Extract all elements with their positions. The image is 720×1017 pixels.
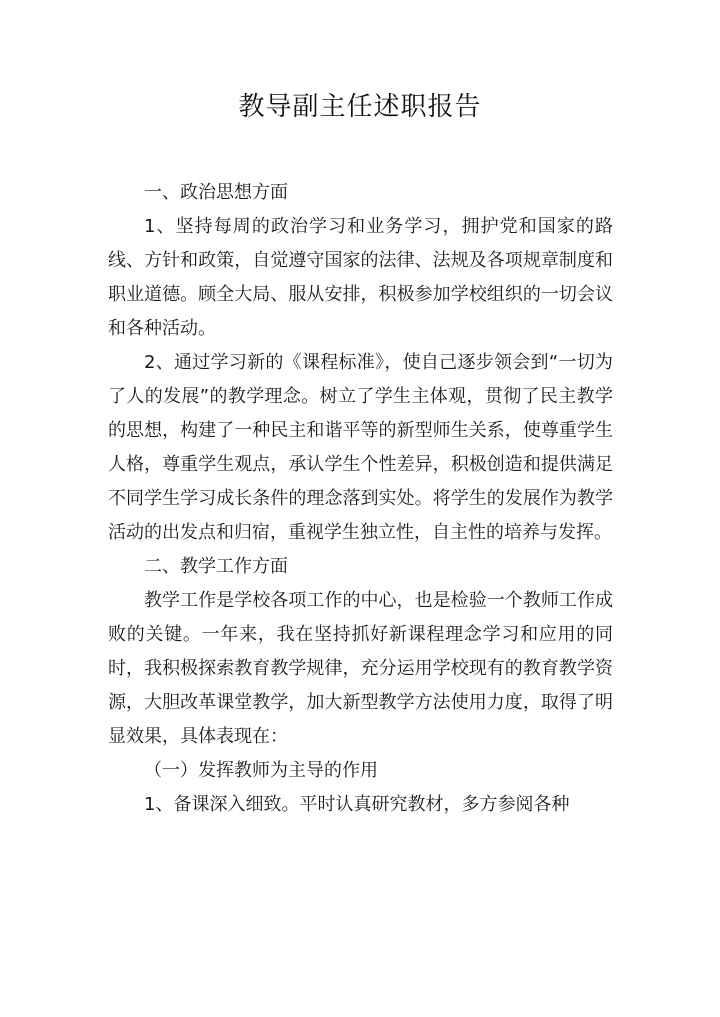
section-heading-political: 一、政治思想方面	[144, 182, 288, 203]
paragraph-political-2: 2、通过学习新的《课程标准》，使自己逐步领会到“一切为了人的发展”的教学理念。树立了学生主体观，贯彻了民主教学的思想，构建了一种民主和谐平等的新型师生关系，使尊重学生人格，尊重学生观点，承认学生个性差异，积极创造和提供满足不同学生学习成长条件的理念落到实处。将学生的发展作为教学活动的出发点和归宿，重视学生独立性，自主性的培养与发挥。	[108, 352, 613, 543]
subsection-heading-teacher-role: （一）发挥教师为主导的作用	[144, 760, 378, 781]
section-heading-teaching: 二、教学工作方面	[144, 556, 288, 577]
document-title: 教导副主任述职报告	[238, 92, 482, 122]
paragraph-political-1: 1、坚持每周的政治学习和业务学习，拥护党和国家的路线、方针和政策，自觉遵守国家的法律、法规及各项规章制度和职业道德。顾全大局、服从安排，积极参加学校组织的一切会议和各种活动。	[108, 216, 613, 339]
paragraph-teaching-1: 教学工作是学校各项工作的中心，也是检验一个教师工作成败的关键。一年来，我在坚持抓好新课程理念学习和应用的同时，我积极探索教育教学规律，充分运用学校现有的教育教学资源，大胆改革课堂教学，加大新型教学方法使用力度，取得了明显效果，具体表现在：	[108, 590, 613, 747]
paragraph-lesson-prep: 1、备课深入细致。平时认真研究教材，多方参阅各种	[144, 794, 570, 815]
document-body	[108, 176, 613, 822]
